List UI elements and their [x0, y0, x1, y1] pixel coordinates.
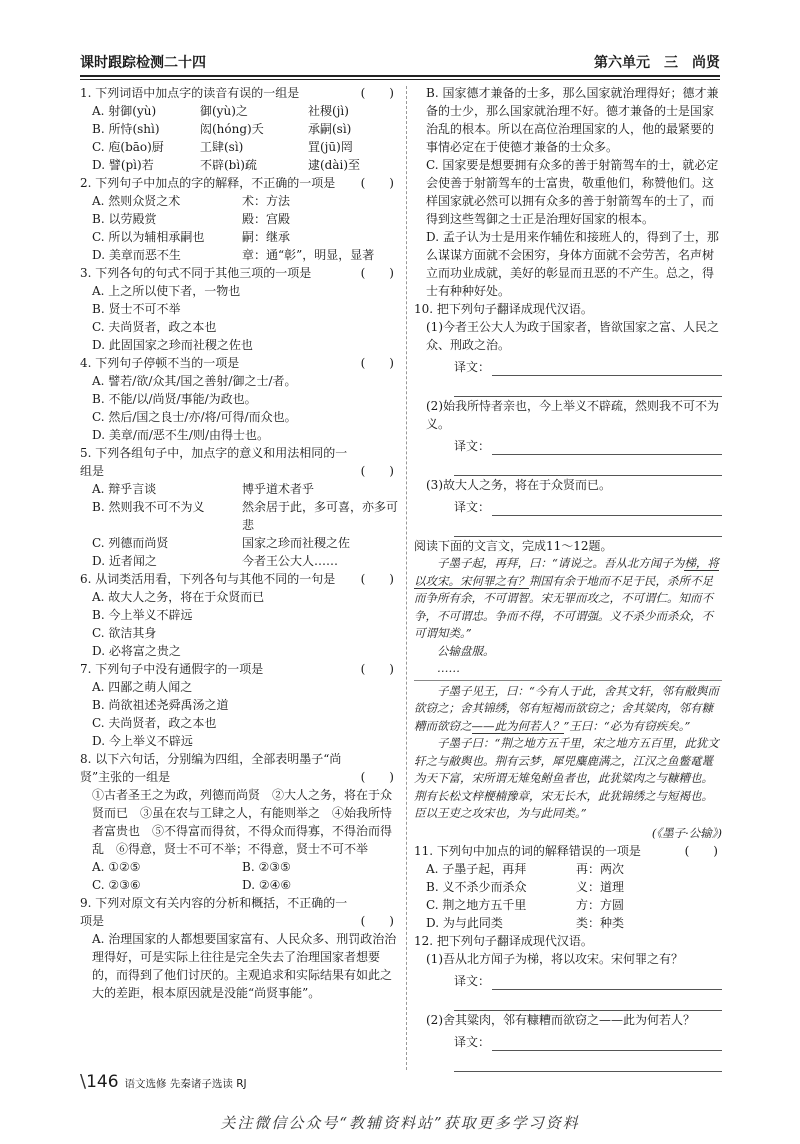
q7-option-c: C. 夫尚贤者，政之本也 — [92, 716, 217, 730]
left-column — [80, 84, 398, 1002]
passage-source: (《墨子·公输》) — [651, 825, 722, 840]
answer-line[interactable] — [492, 975, 722, 990]
q1-c2: 工肆(sì) — [200, 140, 244, 154]
answer-line[interactable] — [454, 380, 722, 397]
answer-line[interactable] — [454, 1055, 722, 1072]
q5-c-right: 国家之珍而社稷之佐 — [242, 536, 351, 550]
q11-c-right: 方：方圆 — [576, 898, 625, 912]
q1-d1: D. 譬(pì)若 — [92, 158, 154, 172]
q3-option-a: A. 上之所以使下者，一物也 — [92, 284, 241, 298]
q1-b1: B. 所恃(shì) — [92, 122, 160, 136]
q4-stem: 4. 下列句子停顿不当的一项是 — [80, 356, 240, 370]
q2-d-left: D. 美章而恶不生 — [92, 248, 181, 262]
q2-a-right: 术：方法 — [242, 194, 291, 208]
q4-option-b: B. 不能/以/尚贤/事能/为政也。 — [92, 392, 257, 406]
question-6 — [80, 570, 398, 660]
q11-a-left: A. 子墨子起，再拜 — [426, 862, 527, 876]
q1-d2: 不辟(bì)疏 — [200, 158, 257, 172]
q2-stem: 2. 下列句子中加点的字的解释，不正确的一项是 — [80, 176, 336, 190]
q6-stem: 6. 从词类活用看，下列各句与其他不同的一句是 — [80, 572, 336, 586]
q2-c-left: C. 所以为辅相承嗣也 — [92, 230, 205, 244]
answer-paren: ( ) — [360, 266, 394, 280]
passage-paragraph-3: 子墨子见王，曰：“今有人于此，舍其文轩，邻有敝舆而欲窃之；舍其锦绣，邻有短褐而欲窃之；舍其粱肉，邻有糠糟而欲窃之——此为何若人？”王曰：“必为有窃疾矣。” — [414, 683, 719, 733]
q12-item-1: (1)吾从北方闻子为梯，将以攻宋。宋何罪之有？ — [426, 952, 683, 966]
q11-c-left: C. 荆之地方五千里 — [426, 898, 527, 912]
page-header — [80, 52, 720, 74]
q1-d3: 逮(dài)至 — [308, 158, 361, 172]
header-rule — [80, 75, 720, 77]
q4-option-c: C. 然后/国之良士/亦/将/可得/而众也。 — [92, 410, 297, 424]
q7-option-b: B. 尚欲祖述尧舜禹汤之道 — [92, 698, 229, 712]
passage-paragraph-2: 公输盘服。 — [437, 643, 495, 658]
question-3 — [80, 264, 398, 354]
q12-stem: 12. 把下列句子翻译成现代汉语。 — [414, 934, 593, 948]
q1-b2: 闳(hóng)夭 — [200, 122, 264, 136]
underlined-sentence: ——此为何若人？ — [471, 718, 564, 733]
q5-b-left: B. 然则我不可不为义 — [92, 500, 205, 514]
question-8 — [80, 750, 398, 894]
q8-statements: ①古者圣王之为政，列德而尚贤 ②大人之务，将在于众贤而已 ③虽在农与工肆之人，有能则举之 ④始我所恃者富贵也 ⑤不得富而得贫，不得众而得寡，不得治而得乱 ⑥得意，贤士不可不举；不得意，贤士不可不举 — [92, 788, 393, 856]
translation-label: 译文： — [454, 1035, 491, 1049]
unit-title: 第六单元 三 尚贤 — [594, 55, 720, 71]
answer-paren: ( ) — [360, 356, 394, 370]
q10-item-1: (1)今者王公大人为政于国家者，皆欲国家之富、人民之众、刑政之治。 — [426, 320, 720, 352]
header-rule-thin — [80, 79, 720, 80]
q8-choice-d: D. ②④⑥ — [242, 878, 292, 892]
q11-d-left: D. 为与此同类 — [426, 916, 503, 930]
answer-line[interactable] — [492, 1036, 722, 1051]
q5-d-left: D. 近者闻之 — [92, 554, 157, 568]
q5-c-left: C. 列德而尚贤 — [92, 536, 169, 550]
q3-option-c: C. 夫尚贤者，政之本也 — [92, 320, 217, 334]
promo-caption: 关注微信公众号“教辅资料站”获取更多学习资料 — [220, 1114, 580, 1132]
translation-label: 译文： — [454, 974, 491, 988]
q11-stem: 11. 下列句中加点的词的解释错误的一项是 — [414, 844, 641, 858]
q3-option-b: B. 贤士不可不举 — [92, 302, 181, 316]
q8-stem: 8. 以下六句话，分别编为四组，全部表明墨子“尚贤”主张的一组是 — [80, 752, 342, 784]
q10-item-3: (3)故大人之务，将在于众贤而已。 — [426, 478, 611, 492]
q1-stem: 1. 下列词语中加点字的读音有误的一组是 — [80, 86, 300, 100]
q6-option-d: D. 必将富之贵之 — [92, 644, 181, 658]
q9-stem: 9. 下列对原文有关内容的分析和概括，不正确的一项是 — [80, 896, 348, 928]
answer-paren: ( ) — [360, 176, 394, 190]
reading-section — [414, 537, 722, 842]
q1-a2: 御(yù)之 — [200, 104, 248, 118]
book-title: 语文选修 先秦诸子选读 RJ — [124, 1078, 247, 1090]
q2-b-left: B. 以劳殿赏 — [92, 212, 157, 226]
passage-ellipsis: …… — [437, 661, 460, 675]
q11-a-right: 再：两次 — [576, 862, 625, 876]
q1-a1: A. 射御(yù) — [92, 104, 157, 118]
q11-d-right: 类：种类 — [576, 916, 625, 930]
q9-option-c: C. 国家要是想要拥有众多的善于射箭驾车的士，就必定会使善于射箭驾车的士富贵，敬重他们，称赞他们。这样国家就必然可以拥有众多的善于射箭驾车的士了，而得到这些驾御之士正是治理好国家的根本。 — [426, 158, 719, 226]
q9-option-d: D. 孟子认为士是用来作辅佐和接班人的，得到了士，那么谋谋方面就不会困穷，身体方面就不会劳苦，名声树立而功业成就，美好的彰显而丑恶的不产生。总之，得士有种种好处。 — [426, 230, 719, 298]
answer-paren: ( ) — [684, 844, 718, 858]
answer-paren: ( ) — [360, 572, 394, 586]
passage — [414, 555, 722, 842]
question-12 — [414, 932, 722, 1072]
q7-stem: 7. 下列句子中没有通假字的一项是 — [80, 662, 264, 676]
answer-line[interactable] — [492, 501, 722, 516]
q8-choice-c: C. ②③⑥ — [92, 878, 141, 892]
answer-paren: ( ) — [360, 914, 394, 928]
answer-line[interactable] — [492, 440, 722, 455]
question-11 — [414, 842, 722, 932]
answer-paren: ( ) — [360, 770, 394, 784]
question-7 — [80, 660, 398, 750]
passage-separator — [414, 680, 722, 681]
q1-b3: 承嗣(sì) — [308, 122, 352, 136]
q4-option-a: A. 譬若/欲/众其/国之善射/御之士/者。 — [92, 374, 297, 388]
q5-a-left: A. 辩乎言谈 — [92, 482, 157, 496]
q1-a3: 社稷(jì) — [308, 104, 349, 118]
right-column — [414, 84, 722, 1072]
q5-d-right: 今者王公大人…… — [242, 554, 339, 568]
answer-line[interactable] — [454, 459, 722, 476]
q5-stem: 5. 下列各组句子中，加点字的意义和用法相同的一组是 — [80, 446, 348, 478]
passage-paragraph-1: 子墨子起，再拜，曰：“请说之。吾从北方闻子为梯，将以攻宋。宋何罪之有？荆国有余于地而不足于民，杀所不足而争所有余，不可谓智。宋无罪而攻之，不可谓仁。知而不争，不可谓忠。争而不得，不可谓强。义不杀少而杀众，不可谓知类。” — [414, 556, 719, 640]
q6-option-b: B. 今上举义不辟远 — [92, 608, 193, 622]
translation-label: 译文： — [454, 439, 491, 453]
column-divider — [406, 86, 407, 1070]
question-5 — [80, 444, 398, 570]
q2-b-right: 殿：宫殿 — [242, 212, 291, 226]
answer-paren: ( ) — [360, 662, 394, 676]
q7-option-d: D. 今上举义不辟远 — [92, 734, 193, 748]
q3-option-d: D. 此固国家之珍而社稷之佐也 — [92, 338, 253, 352]
question-2 — [80, 174, 398, 264]
q6-option-c: C. 欲洁其身 — [92, 626, 157, 640]
q6-option-a: A. 故大人之务，将在于众贤而已 — [92, 590, 265, 604]
answer-paren: ( ) — [360, 86, 394, 100]
q2-c-right: 嗣：继承 — [242, 230, 291, 244]
q10-item-2: (2)始我所恃者亲也，今上举义不辟疏，然则我不可不为义。 — [426, 399, 720, 431]
q1-c3: 罝(jū)罔 — [308, 140, 353, 154]
q9-option-a: A. 治理国家的人都想要国家富有、人民众多、刑罚政治治理得好，可是实际上往往是完全失去了治理国家者想要的，而得到了他们讨厌的。主观追求和实际结果有如此之大的差距，根本原因就是没能“尚贤事能”。 — [92, 932, 397, 1000]
q11-b-right: 义：道理 — [576, 880, 625, 894]
q8-choice-a: A. ①②⑤ — [92, 860, 141, 874]
q5-a-right: 博乎道术者乎 — [242, 482, 315, 496]
q7-option-a: A. 四鄙之萌人闻之 — [92, 680, 193, 694]
page-footer — [80, 1071, 480, 1093]
translation-label: 译文： — [454, 360, 491, 374]
question-10 — [414, 300, 722, 537]
question-1 — [80, 84, 398, 174]
answer-paren: ( ) — [360, 464, 394, 478]
q2-a-left: A. 然则众贤之术 — [92, 194, 181, 208]
worksheet-title: 课时跟踪检测二十四 — [80, 55, 206, 71]
q4-option-d: D. 美章/而/恶不生/则/由得士也。 — [92, 428, 269, 442]
q11-b-left: B. 义不杀少而杀众 — [426, 880, 527, 894]
q10-stem: 10. 把下列句子翻译成现代汉语。 — [414, 302, 593, 316]
question-9 — [80, 894, 398, 1002]
reading-intro: 阅读下面的文言文，完成11～12题。 — [414, 539, 613, 553]
page-number: 146 — [86, 1072, 119, 1092]
footer-slash-icon: \ — [80, 1071, 87, 1092]
q8-choice-b: B. ②③⑤ — [242, 860, 291, 874]
q2-d-right: 章：通“彰”，明显，显著 — [242, 248, 375, 262]
answer-line[interactable] — [454, 520, 722, 537]
question-4 — [80, 354, 398, 444]
q12-item-2: (2)舍其粱肉，邻有糠糟而欲窃之——此为何若人？ — [426, 1013, 695, 1027]
q3-stem: 3. 下列各句的句式不同于其他三项的一项是 — [80, 266, 312, 280]
answer-line[interactable] — [454, 994, 722, 1011]
q1-c1: C. 庖(bāo)厨 — [92, 140, 164, 154]
underlined-sentence: 梯，将以攻宋。宋何罪之有？ — [414, 556, 719, 588]
answer-line[interactable] — [492, 361, 722, 376]
passage-paragraph-4: 子墨子曰：“荆之地方五千里，宋之地方五百里，此犹文轩之与敝舆也。荆有云梦，犀兕麋鹿满之，江汉之鱼鳖鼋鼍为天下富，宋所谓无雉兔鲋鱼者也，此犹粱肉之与糠糟也。荆有长松文梓楩楠豫章，宋无长木，此犹锦绣之与短褐也。臣以王吏之攻宋也，为与此同类。” — [414, 736, 719, 820]
q5-b-right: 然余居于此，多可喜，亦多可悲 — [242, 500, 399, 532]
q9-option-b: B. 国家德才兼备的士多，那么国家就治理得好；德才兼备的士少，那么国家就治理不好。德才兼备的士是国家治乱的根本。所以在高位治理国家的人，他的最紧要的事情必定在于使德才兼备的士众多。 — [426, 86, 719, 154]
translation-label: 译文： — [454, 500, 491, 514]
